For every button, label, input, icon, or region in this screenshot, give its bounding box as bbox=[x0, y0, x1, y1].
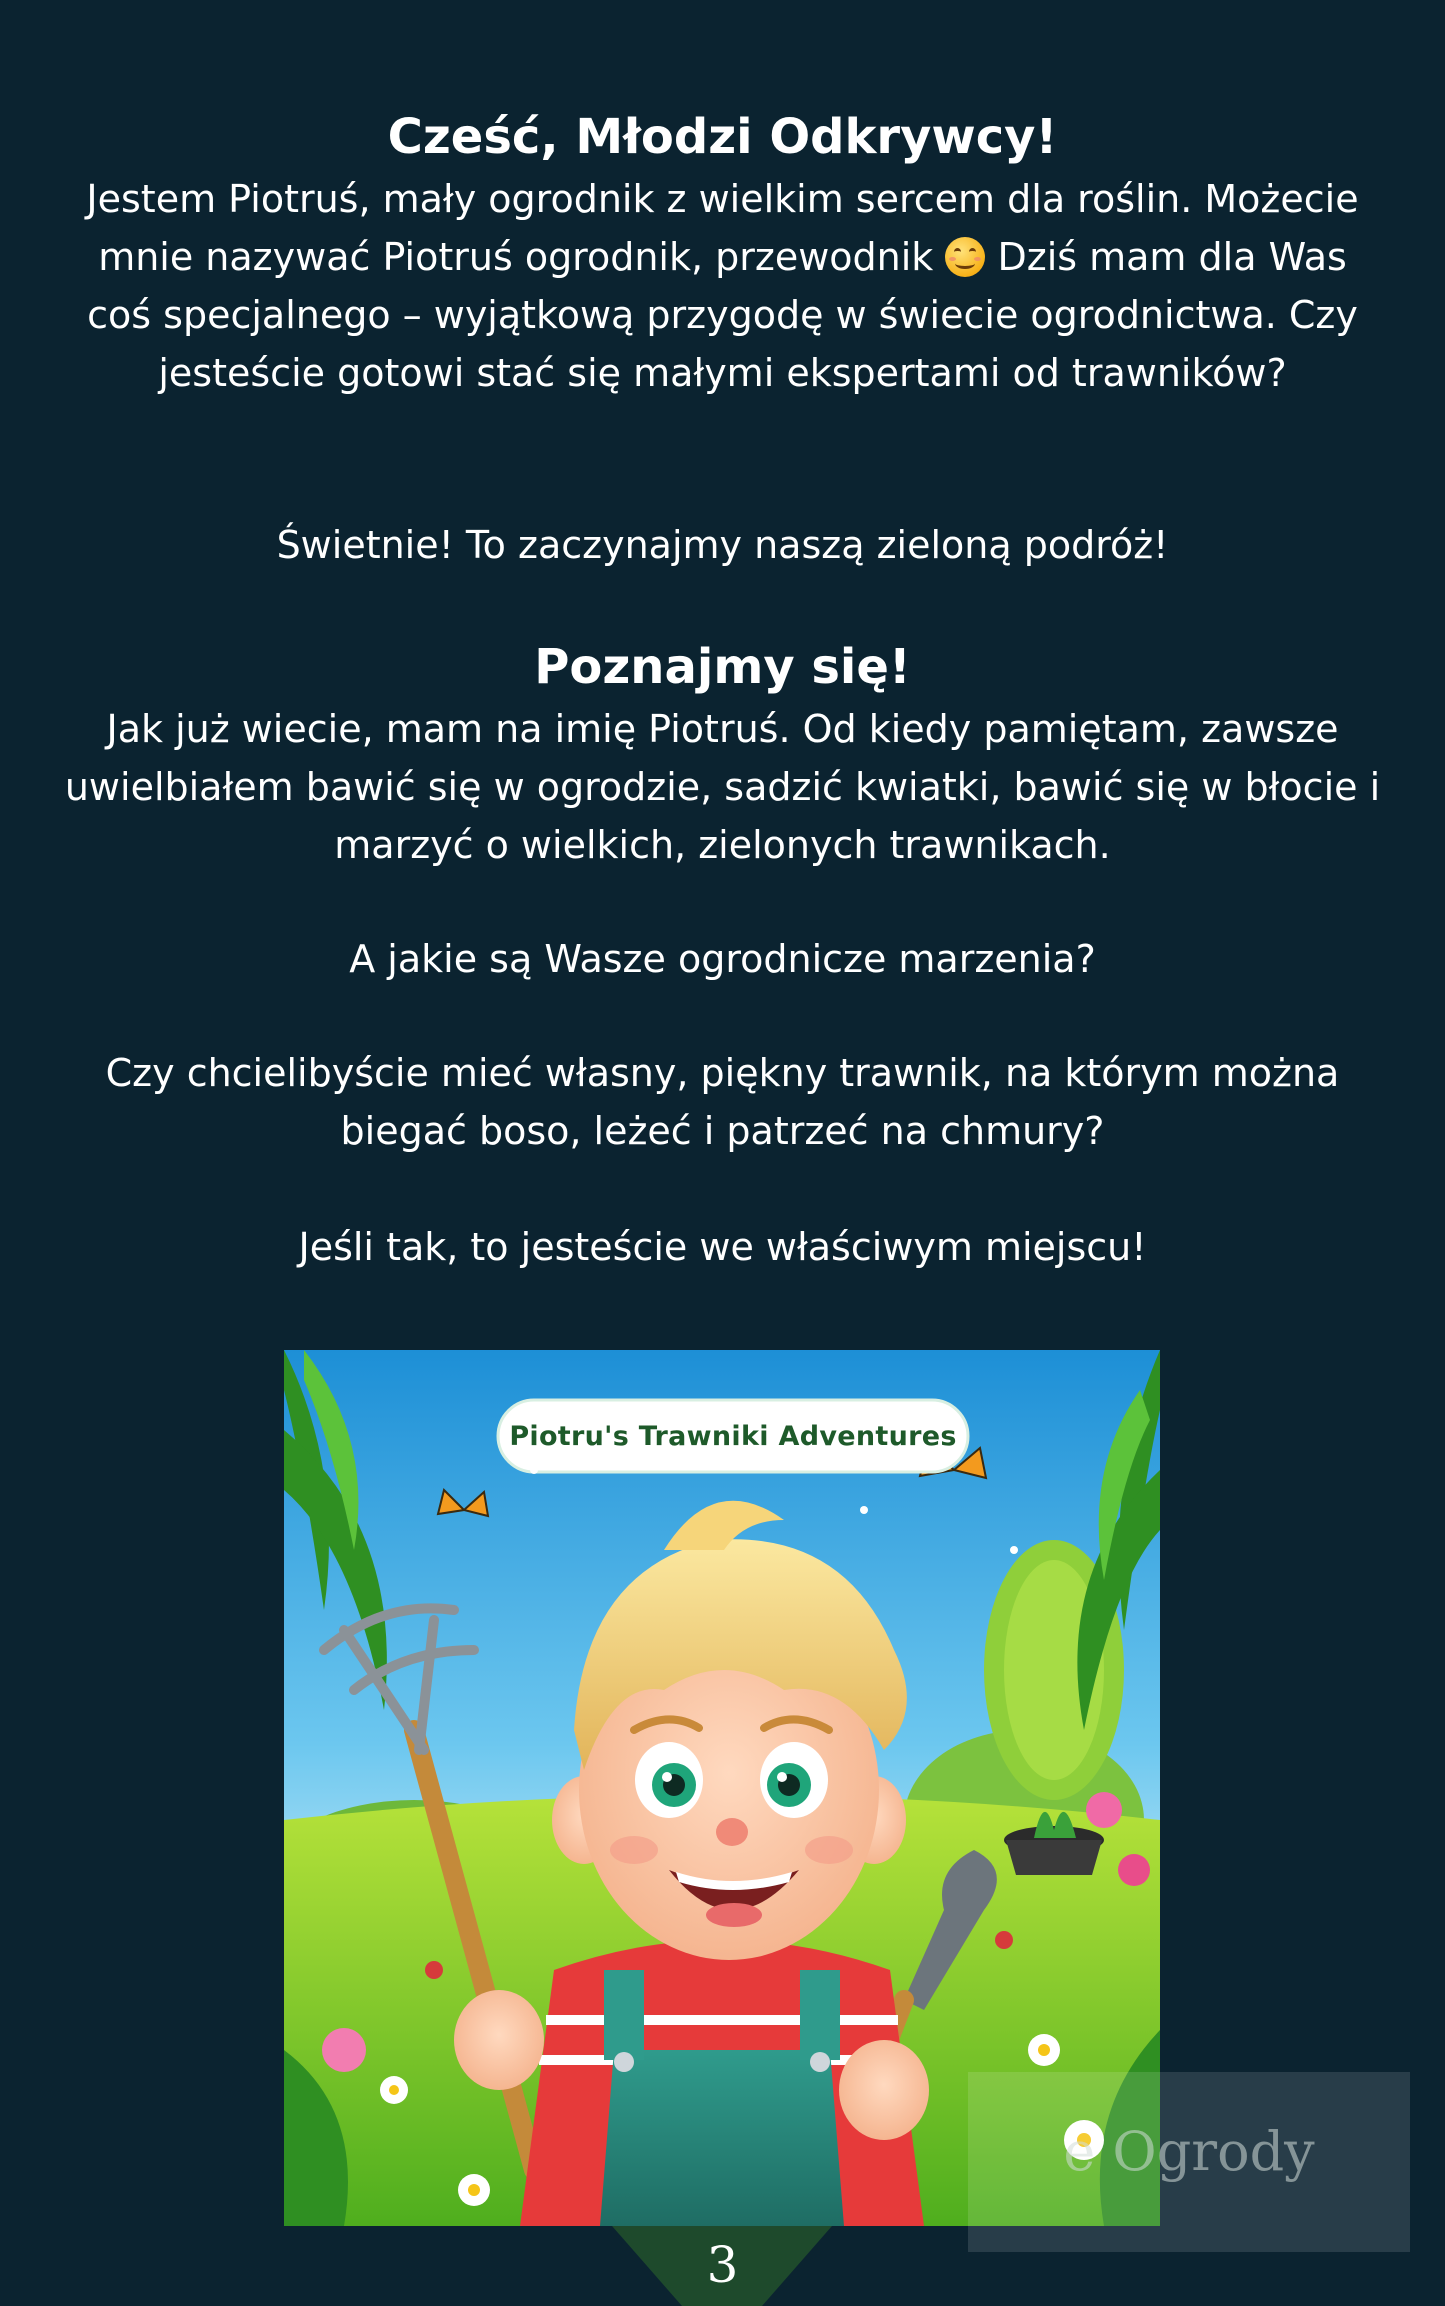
intro-closing: Świetnie! To zaczynajmy naszą zieloną podróż! bbox=[276, 523, 1169, 567]
intro-heading: Cześć, Młodzi Odkrywcy! bbox=[387, 109, 1058, 165]
smiling-face-icon bbox=[945, 237, 985, 277]
page-number: 3 bbox=[706, 2236, 739, 2294]
watermark-text: e Ogrody bbox=[1063, 2120, 1315, 2183]
intro-paragraph-text-1: Jestem Piotruś, mały ogrodnik z wielkim sercem dla roślin. Możecie mnie nazywać Piotruś ogrodnik, przewodnik bbox=[86, 177, 1359, 279]
intro-paragraph bbox=[80, 170, 1365, 402]
meet-paragraph: Jak już wiecie, mam na imię Piotruś. Od kiedy pamiętam, zawsze uwielbiałem bawić się w ogrodzie, sadzić kwiatki, bawić się w błocie i marzyć o wielkich, zielonych trawnikach. bbox=[64, 707, 1381, 867]
intro-paragraph-text-2: Dziś mam dla Was coś specjalnego – wyjątkową przygodę w świecie ogrodnictwa. Czy jesteście gotowi stać się małymi ekspertami od trawników? bbox=[87, 235, 1358, 395]
meet-heading: Poznajmy się! bbox=[534, 639, 911, 695]
meet-question-2: Czy chcielibyście mieć własny, piękny trawnik, na którym można biegać boso, leżeć i patrzeć na chmury? bbox=[105, 1051, 1340, 1153]
meet-question: A jakie są Wasze ogrodnicze marzenia? bbox=[349, 937, 1096, 981]
meet-answer: Jeśli tak, to jesteście we właściwym miejscu! bbox=[298, 1225, 1147, 1269]
illustration-banner-text: Piotru's Trawniki Adventures bbox=[509, 1420, 957, 1452]
watermark bbox=[968, 2072, 1410, 2252]
